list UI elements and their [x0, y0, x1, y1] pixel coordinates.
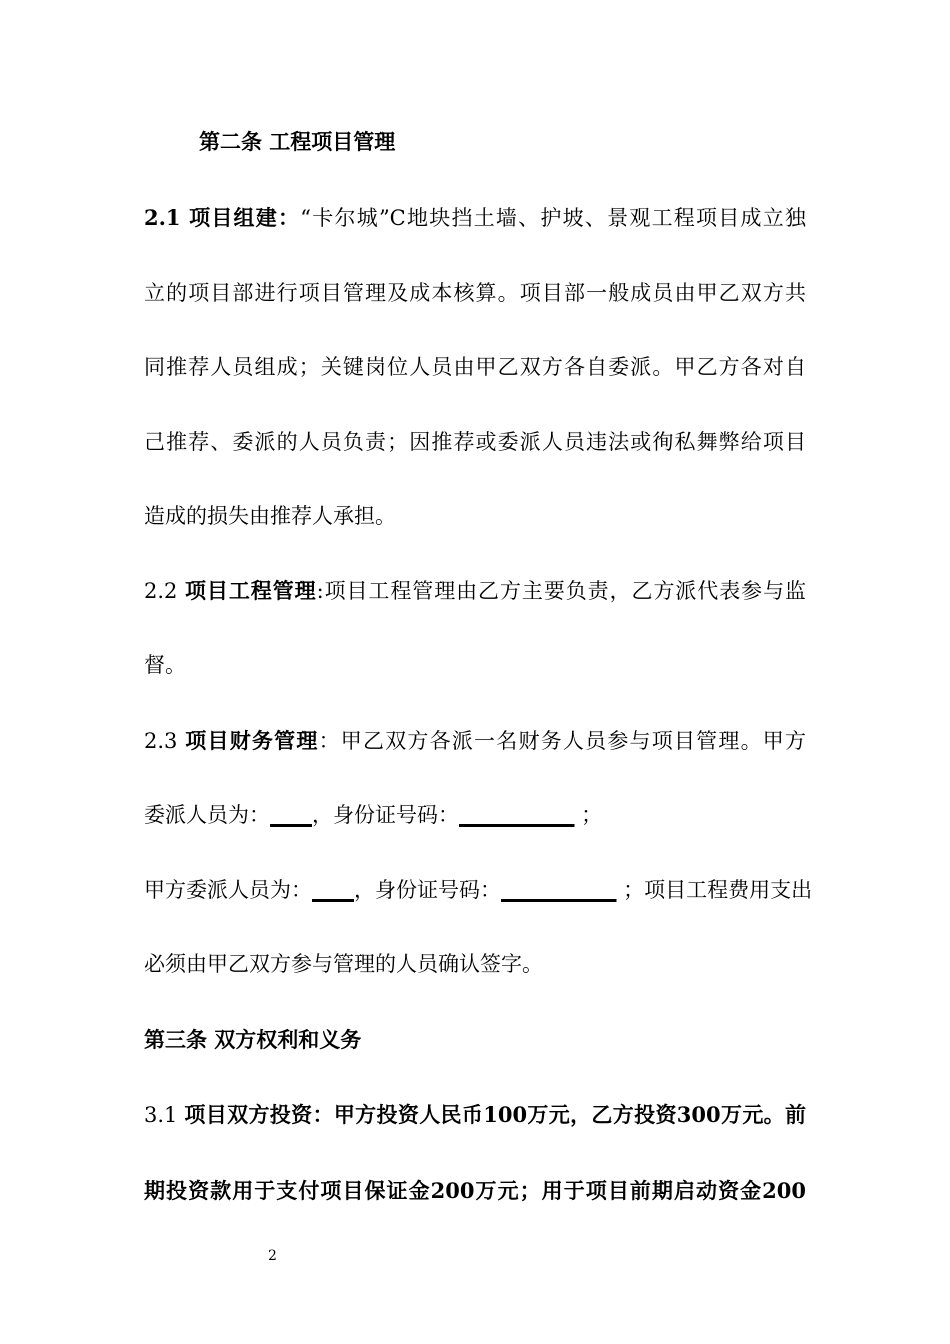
- clause-2-1-line-4: 己推荐、委派的人员负责；因推荐或委派人员违法或徇私舞弊给项目: [144, 430, 806, 454]
- clause-2-3-line-2: [144, 800, 806, 830]
- clause-3-1-line-2: 期投资款用于支付项目保证金200万元；用于项目前期启动资金200: [144, 1178, 806, 1203]
- clause-2-1-text-1: “卡尔城”C地块挡土墙、护坡、景观工程项目成立独: [300, 206, 806, 230]
- name-blank-2[interactable]: ____: [312, 877, 354, 902]
- clause-2-2-line-1: [144, 576, 806, 606]
- name-blank-1[interactable]: ____: [270, 802, 312, 827]
- clause-2-3-text-3b: ，身份证号码：: [354, 878, 501, 902]
- id-number-blank-1[interactable]: ___________: [459, 802, 575, 827]
- clause-3-1-text-1: 项目双方投资：甲方投资人民币100万元，乙方投资300万元。前: [184, 1102, 806, 1127]
- clause-2-2-text-1: :项目工程管理由乙方主要负责，乙方派代表参与监: [316, 579, 806, 603]
- clause-2-2-label: 项目工程管理: [185, 578, 317, 603]
- clause-2-1-line-1: [144, 203, 806, 233]
- clause-2-3-line-4: 必须由甲乙双方参与管理的人员确认签字。: [144, 952, 543, 976]
- article-3-heading: 第三条 双方权利和义务: [144, 1027, 362, 1052]
- clause-2-3-text-3c: ；项目工程费用支出: [616, 878, 813, 902]
- clause-2-1-line-5: 造成的损失由推荐人承担。: [144, 504, 396, 528]
- id-number-blank-2[interactable]: ___________: [501, 877, 617, 902]
- clause-3-1-line-1: [144, 1100, 806, 1130]
- article-2-heading: 第二条 工程项目管理: [199, 129, 396, 154]
- clause-3-1-number: 3.1: [144, 1103, 185, 1127]
- clause-2-3-text-1: ：甲乙双方各派一名财务人员参与项目管理。甲方: [318, 729, 807, 753]
- clause-2-3-number: 2.3: [144, 729, 186, 753]
- page-number: 2: [268, 1248, 277, 1264]
- clause-2-1-line-3: 同推荐人员组成；关键岗位人员由甲乙双方各自委派。甲乙方各对自: [144, 355, 806, 379]
- clause-2-3-text-3a: 甲方委派人员为：: [144, 878, 312, 902]
- clause-2-3-text-2a: 委派人员为：: [144, 803, 270, 827]
- clause-2-3-label: 项目财务管理: [185, 728, 319, 753]
- clause-2-1-line-2: 立的项目部进行项目管理及成本核算。项目部一般成员由甲乙双方共: [144, 281, 806, 305]
- clause-2-3-text-2c: ；: [574, 803, 603, 827]
- clause-2-2-line-2: 督。: [144, 653, 186, 677]
- clause-2-2-number: 2.2: [144, 579, 185, 603]
- clause-2-3-line-3: [144, 875, 813, 905]
- clause-2-3-line-1: [144, 726, 806, 756]
- clause-2-3-text-2b: ，身份证号码：: [312, 803, 459, 827]
- clause-2-1-label: 2.1 项目组建：: [144, 205, 301, 230]
